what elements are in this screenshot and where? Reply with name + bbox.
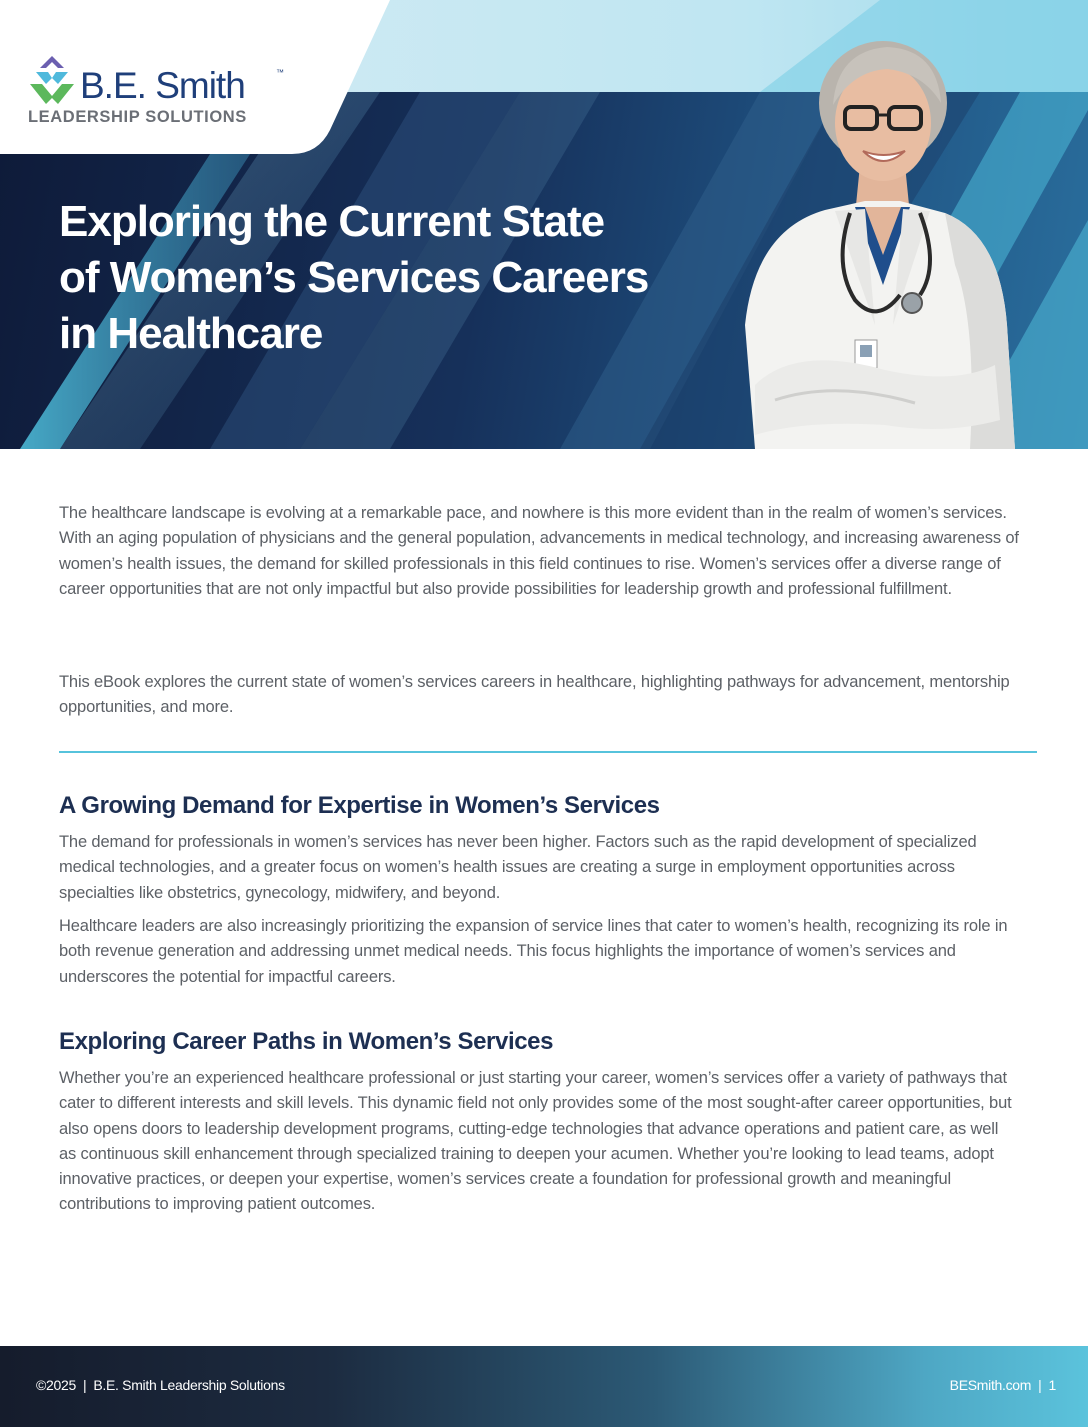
section-paragraph: Healthcare leaders are also increasingly prioritizing the expansion of service lines that cater to women’s health, recognizing its role in both revenue generation and addressing unmet medical needs. This focus highlights the importance of women’s services and underscores the potential for impactful careers. bbox=[59, 917, 1008, 986]
page-title bbox=[59, 194, 759, 362]
doctor-portrait-image bbox=[715, 25, 1015, 449]
page-footer bbox=[0, 1346, 1088, 1427]
logo-wordmark: B.E. Smith bbox=[80, 65, 245, 106]
trademark-symbol: ™ bbox=[276, 68, 284, 77]
brand-logo[interactable] bbox=[28, 52, 308, 132]
logo-mark-icon bbox=[28, 54, 76, 106]
section-divider bbox=[59, 751, 1037, 753]
intro-paragraph: This eBook explores the current state of women’s services careers in healthcare, highlighting pathways for advancement, mentorship opportunities, and more. bbox=[59, 673, 1010, 717]
section-heading: A Growing Demand for Expertise in Women’s Services bbox=[59, 792, 660, 819]
hero-banner bbox=[0, 0, 1088, 449]
footer-site bbox=[950, 1377, 1056, 1393]
section-paragraph: The demand for professionals in women’s services has never been higher. Factors such as the rapid development of specialized medical technologies, and a greater focus on women’s health issues are creating a surge in employment opportunities across specialties like obstetrics, gynecology, midwifery, and beyond. bbox=[59, 833, 977, 902]
section-paragraph: Whether you’re an experienced healthcare professional or just starting your career, women’s services offer a variety of pathways that cater to different interests and skill levels. This dynamic field not only provides some of the most sought-after career opportunities, but also opens doors to leadership development programs, cutting-edge technologies that advance operations and patient care, as well as continuous skill enhancement through specialized training to deepen your acumen. Whether you’re looking to lead teams, adopt innovative practices, or deepen your expertise, women’s services create a foundation for professional growth and meaningful contributions to improving patient outcomes. bbox=[59, 1069, 1012, 1214]
website-link[interactable]: BESmith.com bbox=[949, 1377, 1032, 1393]
title-line: in Healthcare bbox=[59, 309, 323, 358]
page-number: 1 bbox=[1048, 1377, 1056, 1393]
footer-separator: | bbox=[1038, 1377, 1042, 1393]
copyright-text: ©2025 bbox=[36, 1377, 76, 1393]
footer-separator: | bbox=[82, 1377, 87, 1393]
title-line: Exploring the Current State bbox=[59, 197, 605, 246]
section-heading: Exploring Career Paths in Women’s Services bbox=[59, 1028, 554, 1055]
title-line: of Women’s Services Careers bbox=[59, 253, 649, 302]
logo-tagline: LEADERSHIP SOLUTIONS bbox=[28, 108, 247, 126]
company-name: B.E. Smith Leadership Solutions bbox=[93, 1377, 285, 1393]
intro-paragraph: The healthcare landscape is evolving at a remarkable pace, and nowhere is this more evident than in the realm of women’s services. With an aging population of physicians and the general population, advancements in medical technology, and increasing awareness of women’s health issues, the demand for skilled professionals in this field continues to rise. Women’s services offer a diverse range of career opportunities that are not only impactful but also provide possibilities for leadership growth and professional fulfillment. bbox=[59, 504, 1019, 598]
footer-copyright bbox=[36, 1377, 285, 1393]
